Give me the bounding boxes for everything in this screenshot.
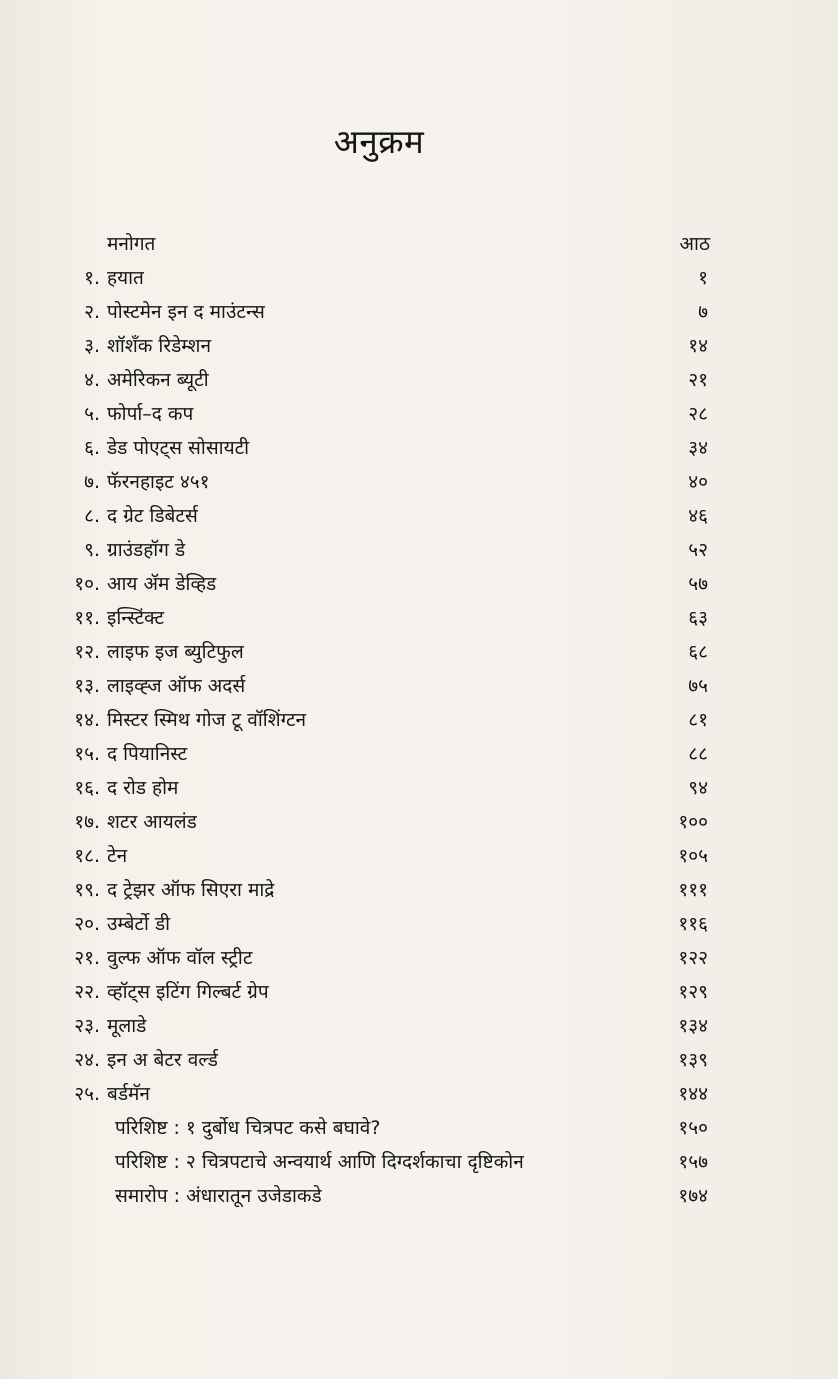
toc-number: १९. xyxy=(74,879,100,901)
toc-page: १ xyxy=(698,267,708,289)
toc-title: शटर आयलंड xyxy=(107,811,197,833)
toc-page: १५७ xyxy=(678,1151,708,1173)
toc-title: मिस्टर स्मिथ गोज टू वॉशिंग्टन xyxy=(107,709,307,731)
toc-number: १३. xyxy=(74,675,100,697)
toc-row xyxy=(0,228,838,260)
toc-row xyxy=(0,602,838,634)
toc-page: ८१ xyxy=(688,709,708,731)
toc-title: परिशिष्ट : १ दुर्बोध चित्रपट कसे बघावे? xyxy=(115,1117,381,1139)
toc-row xyxy=(0,1044,838,1076)
toc-number: २३. xyxy=(74,1015,100,1037)
toc-row xyxy=(0,704,838,736)
toc-page: ६३ xyxy=(688,607,708,629)
toc-page: ४० xyxy=(688,471,708,493)
toc-row xyxy=(0,534,838,566)
toc-row xyxy=(0,738,838,770)
toc-title: पोस्टमेन इन द माउंटन्स xyxy=(107,301,265,323)
toc-page: २८ xyxy=(688,403,708,425)
toc-page: १२२ xyxy=(678,947,708,969)
toc-page: १०५ xyxy=(678,845,708,867)
toc-title: लाइव्ह्ज ऑफ अदर्स xyxy=(107,675,246,697)
toc-page: ७ xyxy=(698,301,708,323)
toc-number: १. xyxy=(84,267,100,289)
toc-row xyxy=(0,262,838,294)
toc-row xyxy=(0,908,838,940)
toc-row xyxy=(0,1180,838,1212)
toc-page: १४४ xyxy=(678,1083,708,1105)
toc-page: ३४ xyxy=(688,437,708,459)
toc-row xyxy=(0,432,838,464)
toc-number: ९. xyxy=(84,539,100,561)
toc-row xyxy=(0,874,838,906)
toc-number: २१. xyxy=(74,947,100,969)
toc-number: १४. xyxy=(74,709,100,731)
toc-page: ६८ xyxy=(688,641,708,663)
toc-number: १०. xyxy=(74,573,100,595)
toc-page: १५० xyxy=(678,1117,708,1139)
toc-title: शॉशँक रिडेम्शन xyxy=(107,335,212,357)
toc-row xyxy=(0,840,838,872)
toc-row xyxy=(0,296,838,328)
toc-row xyxy=(0,364,838,396)
toc-title: अमेरिकन ब्यूटी xyxy=(107,369,209,391)
toc-title: लाइफ इज ब्युटिफुल xyxy=(107,641,244,663)
toc-page: १३९ xyxy=(678,1049,708,1071)
toc-title: डेड पोएट्स सोसायटी xyxy=(107,437,250,459)
toc-title: फोर्पा–द कप xyxy=(107,403,194,425)
toc-page: ५२ xyxy=(688,539,708,561)
toc-row xyxy=(0,976,838,1008)
toc-number: ३. xyxy=(84,335,100,357)
toc-title: वुल्फ ऑफ वॉल स्ट्रीट xyxy=(107,947,253,969)
toc-number: १२. xyxy=(74,641,100,663)
toc-number: १५. xyxy=(74,743,100,765)
toc-title: उम्बेर्टो डी xyxy=(107,913,171,935)
toc-title: द ट्रेझर ऑफ सिएरा माद्रे xyxy=(107,879,275,901)
toc-page: ८८ xyxy=(688,743,708,765)
toc-number: ४. xyxy=(84,369,100,391)
toc-page: ५७ xyxy=(688,573,708,595)
toc-title: इन अ बेटर वर्ल्ड xyxy=(107,1049,218,1071)
toc-number: २५. xyxy=(74,1083,100,1105)
toc-title: द ग्रेट डिबेटर्स xyxy=(107,505,198,527)
toc-row xyxy=(0,772,838,804)
toc-page: आठ xyxy=(679,233,710,255)
toc-title: फॅरनहाइट ४५१ xyxy=(107,471,210,493)
toc-title: ग्राउंडहॉग डे xyxy=(107,539,186,561)
toc-page: ९४ xyxy=(688,777,708,799)
toc-row xyxy=(0,670,838,702)
toc-number: १७. xyxy=(74,811,100,833)
toc-number: २०. xyxy=(74,913,100,935)
toc-number: २४. xyxy=(74,1049,100,1071)
toc-title: मनोगत xyxy=(107,233,156,255)
toc-row xyxy=(0,806,838,838)
toc-title: इन्स्टिंक्ट xyxy=(107,607,165,629)
toc-title: समारोप : अंधारातून उजेडाकडे xyxy=(115,1185,322,1207)
toc-page: ११६ xyxy=(678,913,708,935)
toc-row xyxy=(0,1010,838,1042)
toc-row xyxy=(0,1078,838,1110)
toc-page: १११ xyxy=(678,879,708,901)
toc-page: ४६ xyxy=(688,505,708,527)
toc-title: हयात xyxy=(107,267,144,289)
toc-title: आय ॲम डेव्हिड xyxy=(107,573,217,595)
toc-number: ११. xyxy=(74,607,100,629)
toc-number: ८. xyxy=(84,505,100,527)
toc-page: २१ xyxy=(688,369,708,391)
page-title: अनुक्रम xyxy=(333,122,425,161)
toc-page: ७५ xyxy=(688,675,708,697)
toc-title: बर्डमॅन xyxy=(107,1083,150,1105)
toc-title: टेन xyxy=(107,845,128,867)
toc-page: १२९ xyxy=(678,981,708,1003)
toc-row xyxy=(0,466,838,498)
toc-page: १३४ xyxy=(678,1015,708,1037)
toc-row xyxy=(0,330,838,362)
toc-title: व्हॉट्स इटिंग गिल्बर्ट ग्रेप xyxy=(107,981,269,1003)
toc-row xyxy=(0,500,838,532)
toc-row xyxy=(0,1146,838,1178)
toc-number: ५. xyxy=(84,403,100,425)
toc-title: मूलाडे xyxy=(107,1015,147,1037)
toc-title: द पियानिस्ट xyxy=(107,743,188,765)
toc-row xyxy=(0,398,838,430)
toc-row xyxy=(0,1112,838,1144)
toc-row xyxy=(0,942,838,974)
toc-title: द रोड होम xyxy=(107,777,179,799)
toc-page: १०० xyxy=(678,811,708,833)
toc-number: २. xyxy=(84,301,100,323)
toc-number: १६. xyxy=(74,777,100,799)
toc-page: १४ xyxy=(688,335,708,357)
toc-number: १८. xyxy=(74,845,100,867)
toc-row xyxy=(0,568,838,600)
toc-title: परिशिष्ट : २ चित्रपटाचे अन्वयार्थ आणि दिग्दर्शकाचा दृष्टिकोन xyxy=(115,1151,524,1173)
toc-number: ७. xyxy=(84,471,100,493)
toc-number: २२. xyxy=(74,981,100,1003)
toc-page: १७४ xyxy=(678,1185,708,1207)
toc-number: ६. xyxy=(84,437,100,459)
toc-row xyxy=(0,636,838,668)
